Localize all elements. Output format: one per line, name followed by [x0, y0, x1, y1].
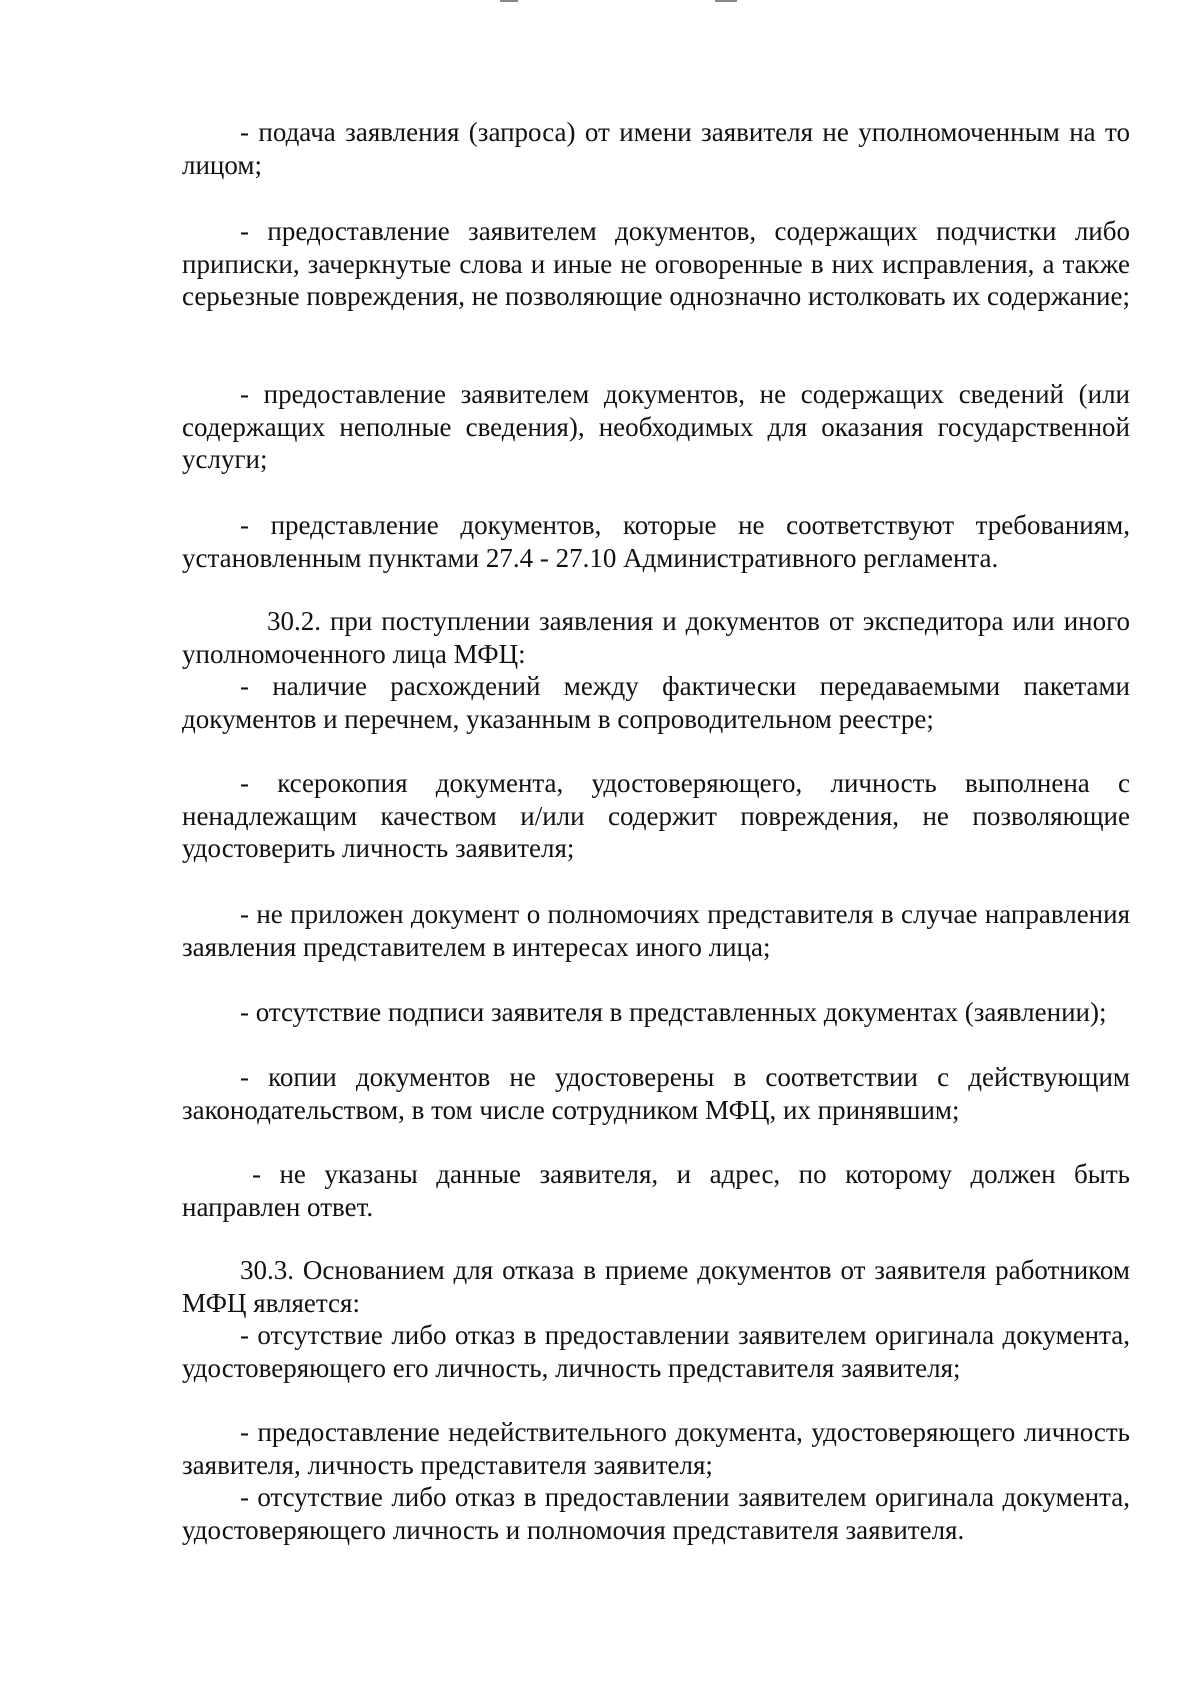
- paragraph-package-discrepancies: - наличие расхождений между фактически передаваемыми пакетами документов и перечнем, указанным в сопроводительном реестре;: [182, 671, 1130, 734]
- paragraph-missing-representative-document: - отсутствие либо отказ в предоставлении заявителем оригинала документа, удостоверяющего личность и полномочия представителя заявителя.: [182, 1482, 1130, 1545]
- paragraph-missing-applicant-data: - не указаны данные заявителя, и адрес, по которому должен быть направлен ответ.: [182, 1159, 1130, 1222]
- paragraph-uncertified-copies: - копии документов не удостоверены в соответствии с действующим законодательством, в том числе сотрудником МФЦ, их принявшим;: [182, 1062, 1130, 1125]
- paragraph-poor-quality-copy: - ксерокопия документа, удостоверяющего, личность выполнена с ненадлежащим качеством и/или содержит повреждения, не позволяющие удостоверить личность заявителя;: [182, 768, 1130, 863]
- paragraph-section-30-2: 30.2. при поступлении заявления и документов от экспедитора или иного уполномоченного лица МФЦ:: [182, 606, 1130, 669]
- paragraph-missing-signature: - отсутствие подписи заявителя в представленных документах (заявлении);: [240, 997, 1107, 1027]
- paragraph-unauthorized-filing: - подача заявления (запроса) от имени заявителя не уполномоченным на то лицом;: [182, 117, 1130, 180]
- paragraph-invalid-document: - предоставление недействительного документа, удостоверяющего личность заявителя, личность представителя заявителя;: [182, 1417, 1130, 1480]
- scan-artifact-mark: [500, 0, 518, 2]
- paragraph-missing-original-id: - отсутствие либо отказ в предоставлении заявителем оригинала документа, удостоверяющего его личность, личность представителя заявителя;: [182, 1320, 1130, 1383]
- paragraph-section-30-3: 30.3. Основанием для отказа в приеме документов от заявителя работником МФЦ является:: [182, 1255, 1130, 1318]
- paragraph-incomplete-information: - предоставление заявителем документов, не содержащих сведений (или содержащих неполные сведения), необходимых для оказания государственной услуги;: [182, 379, 1130, 474]
- scan-artifact-mark: [715, 0, 737, 2]
- paragraph-documents-with-corrections: - предоставление заявителем документов, содержащих подчистки либо приписки, зачеркнутые слова и иные не оговоренные в них исправления, а также серьезные повреждения, не позволяющие однозначно истолковать их содержание;: [182, 216, 1130, 311]
- paragraph-missing-authority-document: - не приложен документ о полномочиях представителя в случае направления заявления представителем в интересах иного лица;: [182, 899, 1130, 962]
- paragraph-nonconforming-documents: - представление документов, которые не соответствуют требованиям, установленным пунктами 27.4 - 27.10 Административного регламента.: [182, 510, 1130, 573]
